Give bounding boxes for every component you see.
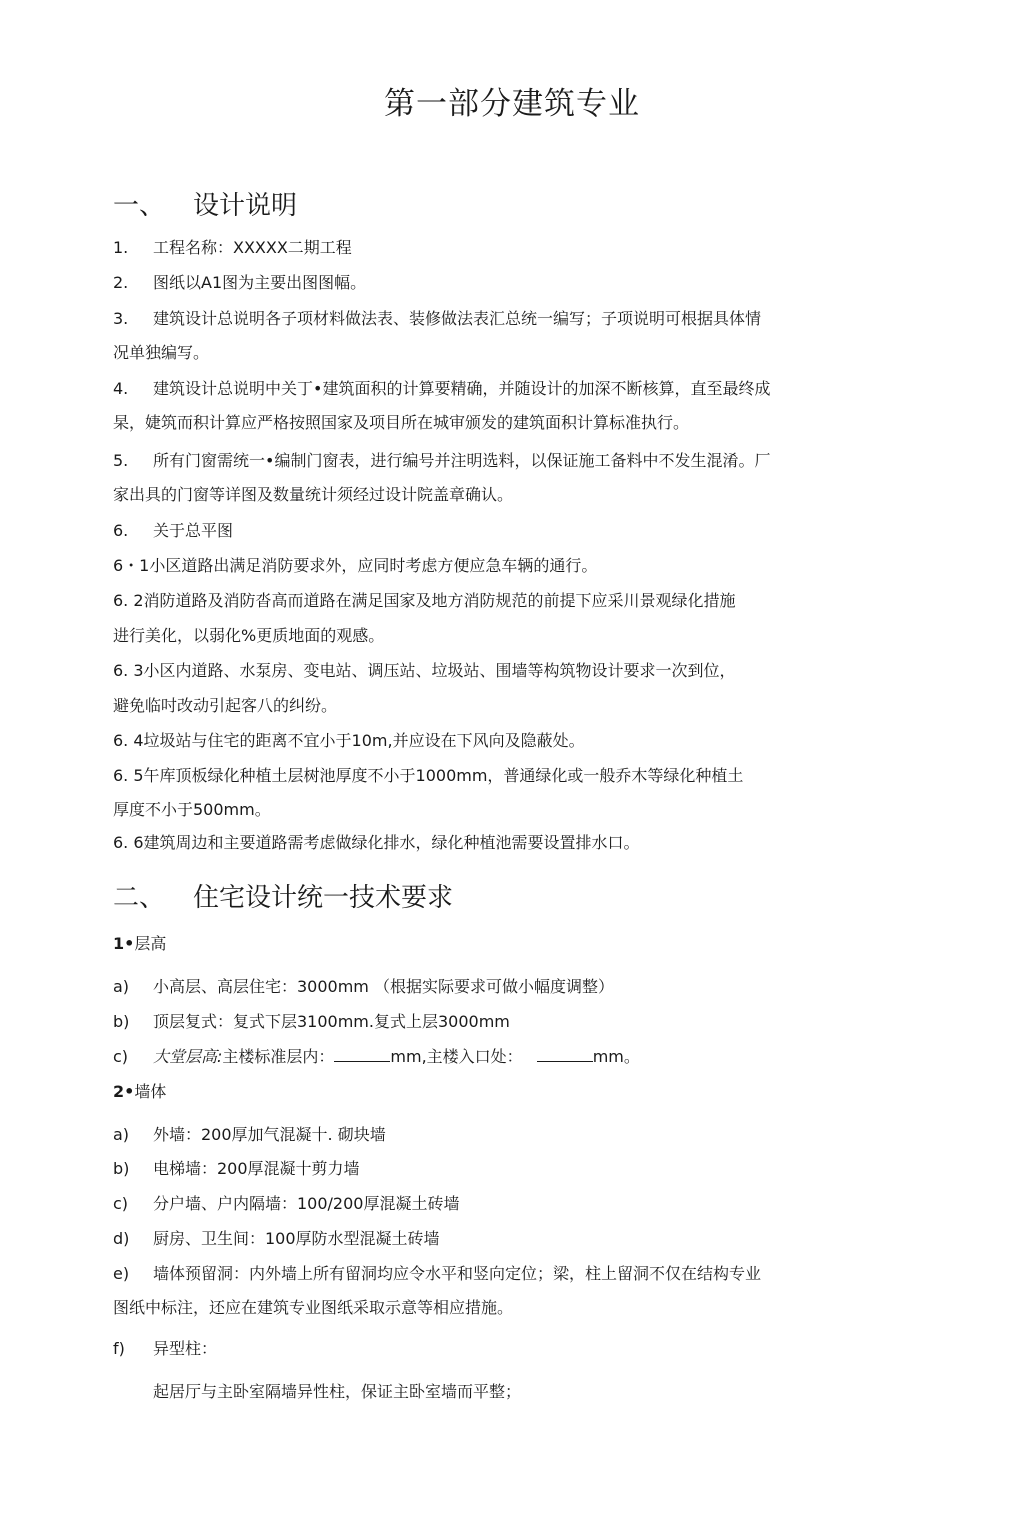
list-item-continuation: 况单独编写。	[113, 343, 210, 362]
sub-item-continuation: 避免临吋改动引起客八的纠纷。	[113, 696, 338, 715]
list-item-continuation: 图纸中标注，还应在建筑专业图纸采取示意等相应措施。	[113, 1298, 514, 1317]
sub-item: 6・1小区道路出满足消防要求外，应同时考虑方便应急车辆的通行。	[113, 556, 598, 575]
list-item: c) 大堂层高:主楼标准层内： mm,主楼入口处： mm。	[113, 1047, 640, 1066]
list-item-continuation: 杲，婕筑而积计算应严格按照国家及项目所在城审颁发的建筑面积计算标准执行。	[113, 413, 690, 432]
sub-item: 6. 4垃圾站与住宅的距离不宜小于10m,并应设在下风向及隐蔽处。	[113, 731, 585, 750]
fill-in-blank	[334, 1047, 390, 1062]
list-item: c) 分户墙、户内隔墙：100/200厚混凝土砖墙	[113, 1194, 460, 1213]
group-label: 1•层高	[113, 934, 167, 953]
group-label: 2•墙体	[113, 1082, 167, 1101]
list-item: 5. 所有门窗需统一•编制门窗表，进行编号并注明选料，以保证施工备料中不发生混淆。厂	[113, 451, 771, 470]
section-heading-1	[113, 185, 297, 222]
list-item: f) 异型柱：	[113, 1339, 218, 1358]
list-item-continuation: 家出具的门窗等详图及数量统计须经过设计院盖章确认。	[113, 485, 514, 504]
list-item: 4. 建筑设计总说明中关丁•建筑面积的计算要精确，并随设计的加深不断核算，直至最终成	[113, 379, 771, 398]
sub-item: 6. 2消防道路及消防沓高而道路在满足国家及地方消防规范的前提下应采川景观绿化措施	[113, 591, 736, 610]
section-number: 二、	[113, 883, 166, 913]
section-title: 设计说明	[193, 191, 298, 221]
list-item: 3. 建筑设计总说明各子项材料做法表、装修做法表汇总统一编写；子项说明可根据具体情	[113, 309, 762, 328]
page-title: 第一部分建筑专业	[384, 86, 640, 122]
note-text: 起居厅与主卧室隔墙异性柱，保证主卧室墙而平整；	[153, 1382, 522, 1401]
section-title: 住宅设计统一技术要求	[193, 883, 454, 913]
section-number: 一、	[113, 191, 166, 221]
fill-in-blank	[537, 1047, 593, 1062]
list-item: a) 小高层、高层住宅：3000mm （根据实际要求可做小幅度调整）	[113, 977, 614, 996]
list-item: 2. 图纸以A1图为主要出图图幅。	[113, 273, 367, 292]
sub-item: 6. 5午库顶板绿化种植土层树池厚度不小于1000mm，普通绿化或一般乔木等绿化种植土	[113, 766, 744, 785]
list-item: b) 电梯墙：200厚混凝十剪力墙	[113, 1159, 360, 1178]
list-item: d) 厨房、卫生间：100厚防水型混凝土砖墙	[113, 1229, 440, 1248]
sub-item: 6. 6建筑周边和主要道路需考虑做绿化排水，绿化种植池需要设置排水口。	[113, 833, 640, 852]
sub-item-continuation: 厚度不小于500mm。	[113, 800, 271, 819]
list-item: b) 顶层复式：复式下层3100mm.复式上层3000mm	[113, 1012, 510, 1031]
list-item: a) 外墙：200厚加气混凝十. 砌块墙	[113, 1125, 386, 1144]
list-item: 1. 工程名称：XXXXX二期工程	[113, 238, 352, 257]
list-item: e) 墙体预留洞：内外墙上所有留洞均应令水平和竖向定位；梁，柱上留洞不仅在结构专业	[113, 1264, 762, 1283]
section-heading-2	[113, 877, 453, 914]
sub-item-continuation: 进行美化，以弱化%更质地面的观感。	[113, 626, 385, 645]
sub-item: 6. 3小区内道路、水泵房、变电站、调压站、垃圾站、围墙等构筑物设计要求一次到位，	[113, 661, 736, 680]
list-item: 6. 关于总平图	[113, 521, 234, 540]
